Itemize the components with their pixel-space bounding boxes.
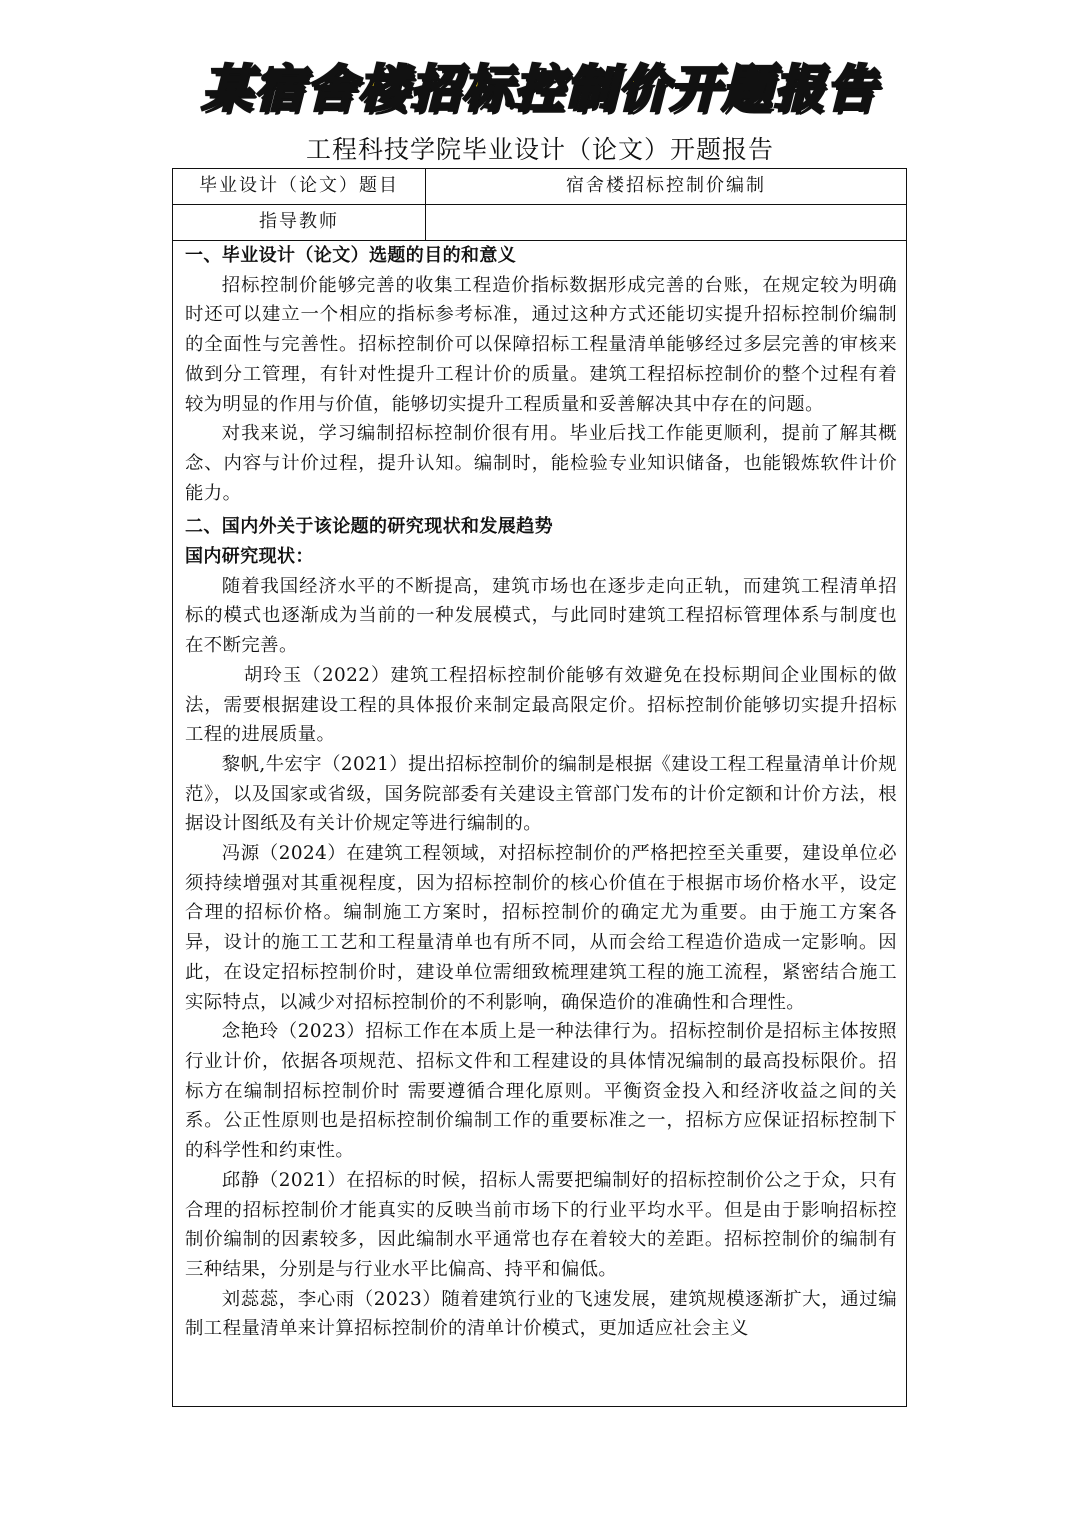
section2-paragraph: 黎帆,牛宏宇（2021）提出招标控制价的编制是根据《建设工程工程量清单计价规范》，以及国家或省级，国务院部委有关建设主管部门发布的计价定额和计价方法，根据设计图纸及有关计价规定等进行编制的。 (185, 753, 897, 835)
section1-paragraph: 对我来说，学习编制招标控制价很有用。毕业后找工作能更顺利，提前了解其概念、内容与计价过程，提升认知。编制时，能检验专业知识储备，也能锻炼软件计价能力。 (185, 423, 897, 504)
section2-heading: 二、国内外关于该论题的研究现状和发展趋势 (185, 516, 553, 538)
topic-label: 毕业设计（论文）题目 (173, 169, 426, 204)
topic-value: 宿舍楼招标控制价编制 (566, 175, 766, 196)
topic-row (173, 169, 906, 205)
section2-paragraph: 念艳玲（2023）招标工作在本质上是一种法律行为。招标控制价是招标主体按照行业计价，依据各项规范、招标文件和工程建设的具体情况编制的最高投标限价。招标方在编制招标控制价时 需要遵循合理化原则。平衡资金投入和经济收益之间的关系。公正性原则也是招标控制价编制工作的重要标准之一，招标方应保证招标控制下的科学性和约束性。 (185, 1021, 897, 1162)
report-subtitle: 工程科技学院毕业设计（论文）开题报告 (305, 135, 774, 164)
report-banner-title: 某宿舍楼招标控制价开题报告 (202, 60, 878, 118)
section1-heading: 一、毕业设计（论文）选题的目的和意义 (185, 245, 517, 266)
advisor-label: 指导教师 (173, 205, 426, 240)
advisor-value (426, 205, 906, 240)
section2-paragraph: 胡玲玉（2022）建筑工程招标控制价能够有效避免在投标期间企业围标的做法，需要根据建设工程的具体报价来制定最高限定价。招标控制价能够切实提升招标工程的进展质量。 (185, 664, 897, 746)
section1-paragraph: 招标控制价能够完善的收集工程造价指标数据形成完善的台账，在规定较为明确时还可以建立一个相应的指标参考标准，通过这种方式还能切实提升招标控制价编制的全面性与完善性。招标控制价可以保障招标工程量清单能够经过多层完善的审核来做到分工管理，有针对性提升工程计价的质量。建筑工程招标控制价的整个过程有着较为明显的作用与价值，能够切实提升工程质量和妥善解决其中存在的问题。 (185, 274, 897, 415)
advisor-row (173, 205, 906, 241)
report-form-table (172, 168, 907, 1407)
domestic-research-label: 国内研究现状： (185, 546, 314, 568)
section2-paragraph: 邱静（2021）在招标的时候，招标人需要把编制好的招标控制价公之于众，只有合理的招标控制价才能真实的反映当前市场下的行业平均水平。但是由于影响招标控制价编制的因素较多，因此编制水平通常也存在着较大的差距。招标控制价的编制有三种结果，分别是与行业水平比偏高、持平和偏低。 (185, 1169, 897, 1280)
report-body (185, 241, 897, 1344)
section2-paragraph: 随着我国经济水平的不断提高，建筑市场也在逐步走向正轨，而建筑工程清单招标的模式也逐渐成为当前的一种发展模式，与此同时建筑工程招标管理体系与制度也在不断完善。 (185, 575, 897, 657)
section2-paragraph: 刘蕊蕊，李心雨（2023）随着建筑行业的飞速发展，建筑规模逐渐扩大，通过编制工程量清单来计算招标控制价的清单计价模式，更加适应社会主义 (185, 1288, 897, 1340)
section2-paragraph: 冯源（2024）在建筑工程领域，对招标控制价的严格把控至关重要，建设单位必须持续增强对其重视程度，因为招标控制价的核心价值在于根据市场价格水平，设定合理的招标价格。编制施工方案时，招标控制价的确定尤为重要。由于施工方案各异，设计的施工工艺和工程量清单也有所不同，从而会给工程造价造成一定影响。因此，在设定招标控制价时，建设单位需细致梳理建筑工程的施工流程，紧密结合施工实际特点，以减少对招标控制价的不利影响，确保造价的准确性和合理性。 (185, 843, 897, 1013)
